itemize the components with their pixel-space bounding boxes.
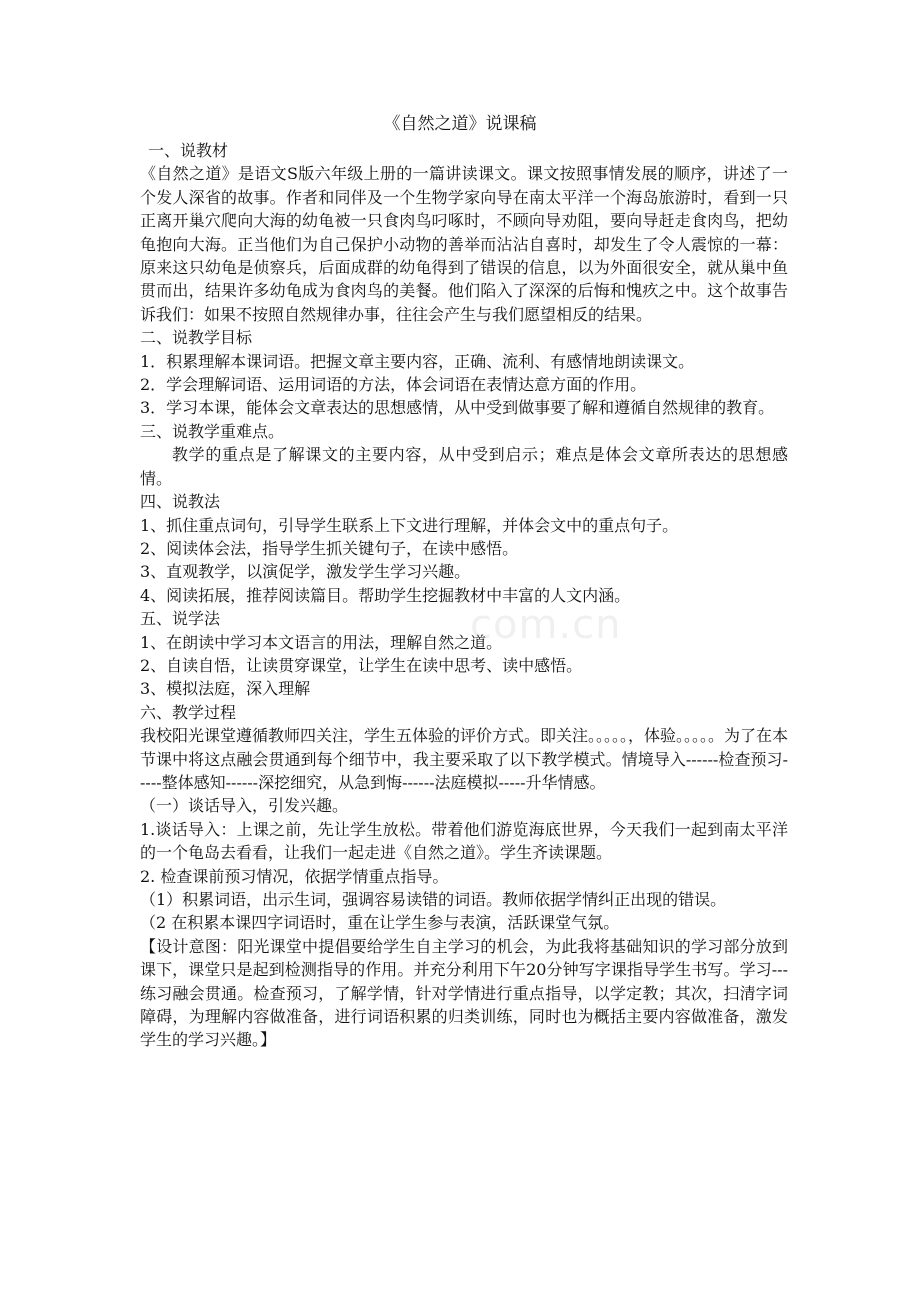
list-item-learning-2: 2、自读自悟，让读贯穿课堂，让学生在读中思考、读中感悟。 bbox=[140, 655, 583, 675]
paragraph-substep-1: （1）积累词语，出示生词，强调容易读错的词语。教师依据学情纠正出现的错误。 bbox=[140, 890, 727, 909]
document-body bbox=[140, 139, 788, 1052]
list-item-goal-3: 3．学习本课，能体会文章表达的思想感情，从中受到做事要了解和遵循自然规律的教育。 bbox=[140, 398, 775, 418]
section-heading-goals: 二、说教学目标 bbox=[140, 328, 253, 348]
list-item-method-1: 1、抓住重点词句，引导学生联系上下文进行理解，并体会文中的重点句子。 bbox=[140, 515, 679, 535]
section-heading-process: 六、教学过程 bbox=[140, 702, 237, 722]
section-heading-methods: 四、说教法 bbox=[140, 492, 221, 512]
section-heading-key-points: 三、说教学重难点。 bbox=[140, 421, 285, 441]
watermark: com.cn bbox=[470, 602, 622, 648]
paragraph-step-1: 1.谈话导入：上课之前，先让学生放松。带着他们游览海底世界，今天我们一起到南太平洋的一个龟岛去看看，让我们一起走进《自然之道》。学生齐读课题。 bbox=[140, 819, 788, 863]
paragraph-design-intent: 【设计意图：阳光课堂中提倡要给学生自主学习的机会，为此我将基础知识的学习部分放到课下，课堂只是起到检测指导的作用。并充分利用下午20分钟写字课指导学生书写。学习---练习融会贯通。检查预习，了解学情，针对学情进行重点指导，以学定教；其次，扫清字词障碍，为理解内容做准备，进行词语积累的归类训练，同时也为概括主要内容做准备，激发学生的学习兴趣。】 bbox=[140, 936, 788, 1050]
paragraph-process: 我校阳光课堂遵循教师四关注，学生五体验的评价方式。即关注。。。。。，体验。。。。。为了在本节课中将这点融会贯通到每个细节中，我主要采取了以下教学模式。情境导入------检查预习-----整体感知------深挖细究，从急到悔------法庭模拟-----升华情感。 bbox=[140, 726, 789, 792]
list-item-goal-1: 1．积累理解本课词语。把握文章主要内容，正确、流利、有感情地朗读课文。 bbox=[140, 351, 695, 371]
paragraph-step-2: 2. 检查课前预习情况，依据学情重点指导。 bbox=[140, 866, 449, 886]
paragraph-key-points: 教学的重点是了解课文的主要内容，从中受到启示；难点是体会文章所表达的思想感情。 bbox=[140, 445, 788, 488]
section-heading-learning: 五、说学法 bbox=[140, 609, 221, 629]
list-item-method-4: 4、阅读拓展，推荐阅读篇目。帮助学生挖掘教材中丰富的人文内涵。 bbox=[140, 585, 631, 605]
list-item-goal-2: 2．学会理解词语、运用词语的方法，体会词语在表情达意方面的作用。 bbox=[140, 375, 647, 395]
subsection-heading-intro: （一）谈话导入，引发兴趣。 bbox=[140, 796, 349, 816]
list-item-method-2: 2、阅读体会法，指导学生抓关键句子，在读中感悟。 bbox=[140, 538, 519, 558]
paragraph-substep-2: （2 在积累本课四字词语时，重在让学生参与表演，活跃课堂气氛。 bbox=[140, 913, 620, 933]
list-item-learning-3: 3、模拟法庭，深入理解 bbox=[140, 679, 311, 699]
section-heading-textbook: 一、说教材 bbox=[148, 141, 229, 160]
list-item-method-3: 3、直观教学，以演促学，激发学生学习兴趣。 bbox=[140, 562, 471, 582]
paragraph-textbook: 《自然之道》是语文S版六年级上册的一篇讲读课文。课文按照事情发展的顺序，讲述了一个发人深省的故事。作者和同伴及一个生物学家向导在南太平洋一个海岛旅游时，看到一只正离开巢穴爬向大海的幼龟被一只食肉鸟叼啄时，不顾向导劝阻，要向导赶走食肉鸟，把幼龟抱向大海。正当他们为自己保护小动物的善举而沾沾自喜时，却发生了令人震惊的一幕：原来这只幼龟是侦察兵，后面成群的幼龟得到了错误的信息，以为外面很安全，就从巢中鱼贯而出，结果许多幼龟成为食肉鸟的美餐。他们陷入了深深的后悔和愧疚之中。这个故事告诉我们：如果不按照自然规律办事，往往会产生与我们愿望相反的结果。 bbox=[140, 164, 788, 324]
document-title: 《自然之道》说课稿 bbox=[383, 114, 537, 134]
list-item-learning-1: 1、在朗读中学习本文语言的用法，理解自然之道。 bbox=[140, 632, 503, 652]
